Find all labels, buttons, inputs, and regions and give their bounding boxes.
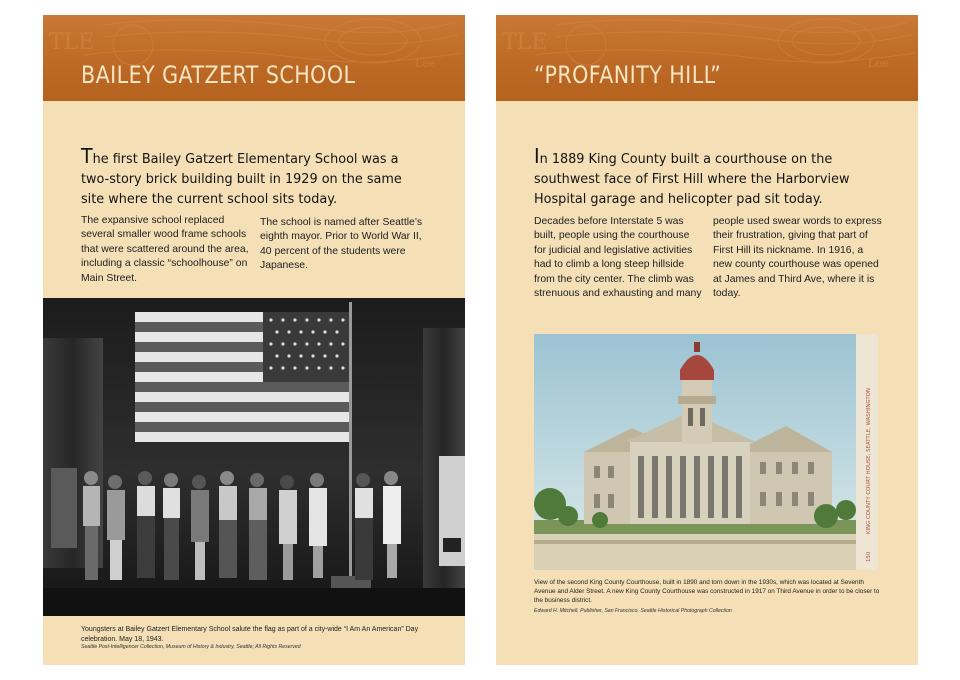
body-column-left: Decades before Interstate 5 was built, people using the courthouse for judicial and legislative activities had to climb a long steep hillside from the city center. The climb was strenuous and exhausting and many <box>534 216 702 300</box>
lead-initial: I <box>534 144 540 168</box>
photo-caption: Youngsters at Bailey Gatzert Elementary School salute the flag as part of a city-wide “I Am An American” Day celebration. May 18, 1943. <box>81 626 419 643</box>
body-column-right: people used swear words to express their frustration, giving that part of First Hill its nickname. In 1916, a new county courthouse was opened at James and Third Ave, where it is today. <box>713 216 882 300</box>
postcard-credit: Edward H. Mitchell, Publisher, San Francisco. Seattle Historical Photograph Collection <box>534 608 732 614</box>
banner-title: “PROFANITY HILL” <box>534 61 722 89</box>
title-banner <box>496 15 918 101</box>
lead-paragraph <box>534 146 872 209</box>
watermark-word-right: Lee <box>868 57 889 70</box>
title-banner <box>43 15 465 101</box>
flag-stripes <box>135 312 351 442</box>
watermark-word-right: Lee <box>415 57 436 70</box>
banner-title: BAILEY GATZERT SCHOOL <box>81 61 356 89</box>
lead-text: he first Bailey Gatzert Elementary School was a two-story brick building built in 1929 on the same site where the current school sits today. <box>81 151 402 207</box>
watermark-word-left: TLE <box>49 30 95 55</box>
lead-text: n 1889 King County built a courthouse on the southwest face of First Hill where the Harborview Hospital garage and helicopter pad sit today. <box>534 151 850 207</box>
flag-salute-photo <box>43 298 465 616</box>
body-column-right: The school is named after Seattle’s eighth mayor. Prior to World War II, 40 percent of the students were Japanese. <box>260 217 423 272</box>
postcard-margin-text: KING COUNTY COURT HOUSE, SEATTLE, WASHINGTON <box>866 388 872 534</box>
lead-initial: T <box>81 144 93 168</box>
sign-panel-bailey-gatzert <box>43 15 465 665</box>
watermark-word-left: TLE <box>502 30 548 55</box>
photo-credit: Seattle Post-Intelligencer Collection, Museum of History & Industry, Seattle; All Rights Reserved <box>81 644 301 650</box>
postcard-number: 150 <box>866 551 872 562</box>
postcard-caption: View of the second King County Courthouse, built in 1890 and torn down in the 1930s, which was located at Seventh Avenue and Alder Street. A new King County Courthouse was constructed in 1917 on Third Avenue in order to be closer to the business district. <box>534 579 880 604</box>
courthouse-postcard <box>534 334 878 570</box>
body-column-left: The expansive school replaced several smaller wood frame schools that were scattered around the area, including a classic “schoolhouse” on Main Street. <box>81 215 249 284</box>
sign-panel-profanity-hill <box>496 15 918 665</box>
lead-paragraph <box>81 146 419 209</box>
